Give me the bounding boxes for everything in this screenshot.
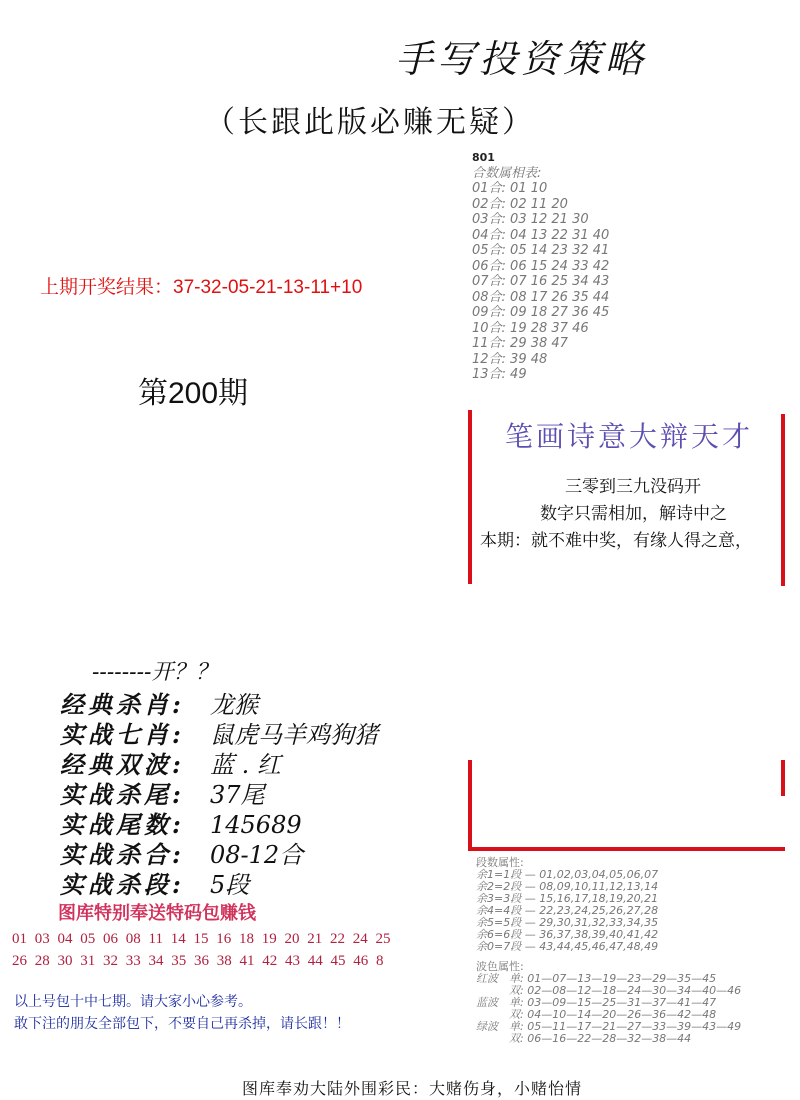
- combo-row: 04合: 04 13 22 31 40: [472, 227, 610, 243]
- segment-row: 余6=6段 — 36,37,38,39,40,41,42: [476, 928, 659, 941]
- segment-row: 余5=5段 — 29,30,31,32,33,34,35: [476, 916, 659, 929]
- prediction-row: [60, 810, 378, 840]
- combo-row: 08合: 08 17 26 35 44: [472, 289, 610, 305]
- combo-row: 05合: 05 14 23 32 41: [472, 243, 610, 258]
- prediction-row: [60, 720, 378, 750]
- page-title: 手写投资策略: [395, 37, 648, 81]
- poem-line: 本期：就不难中奖，有缘人得之意，: [480, 531, 752, 551]
- last-result: [40, 272, 362, 299]
- poem-frame-left: [468, 410, 472, 584]
- combo-heading: 合数属相表:: [472, 165, 542, 181]
- prediction-label: 实战杀尾:: [60, 780, 185, 809]
- poem-frame-right: [781, 414, 785, 586]
- attribute-tables: [476, 857, 741, 1045]
- wave-row: 蓝波 单: 03—09—15—25—31—37—41—47: [476, 996, 717, 1009]
- wave-rows: [476, 973, 741, 1045]
- wave-row: 双: 04—10—14—20—26—36—42—48: [476, 1008, 717, 1021]
- combo-row: 09合: 09 18 27 36 45: [472, 305, 610, 320]
- combo-row: 11合: 29 38 47: [472, 336, 568, 351]
- box-frame-right: [781, 760, 785, 796]
- wave-row: 双: 02—08—12—18—24—30—34—40—46: [476, 984, 742, 997]
- segment-row: 余2=2段 — 08,09,10,11,12,13,14: [476, 880, 659, 893]
- segment-rows: [476, 869, 741, 953]
- prediction-row: [60, 780, 378, 810]
- prediction-value: 鼠虎马羊鸡狗猪: [210, 721, 378, 749]
- segment-row: 余4=4段 — 22,23,24,25,26,27,28: [476, 904, 659, 917]
- box-frame-bottom: [468, 847, 785, 851]
- wave-row: 绿波 单: 05—11—17—21—27—33—39—43—49: [476, 1020, 742, 1033]
- predictions: [60, 690, 378, 900]
- segment-row: 余1=1段 — 01,02,03,04,05,06,07: [476, 868, 659, 881]
- wave-row: 双: 06—16—22—28—32—38—44: [476, 1032, 692, 1045]
- box-frame-left: [468, 760, 472, 850]
- combo-row: 03合: 03 12 21 30: [472, 212, 589, 227]
- prediction-label: 实战杀段:: [60, 870, 185, 899]
- prediction-value: 蓝 . 红: [210, 751, 281, 779]
- bonus-notice: 敢下注的朋友全部包下，不要自己再杀掉，请长跟！！: [14, 1016, 350, 1032]
- prediction-row: [60, 840, 378, 870]
- prediction-label: 实战杀合:: [60, 840, 185, 869]
- bonus-title: 图库特别奉送特码包赚钱: [58, 903, 256, 924]
- prediction-row: [60, 750, 378, 780]
- poem-line: 数字只需相加，解诗中之: [540, 504, 727, 524]
- poem-line: 三零到三九没码开: [565, 477, 701, 497]
- open-line: --------开？？: [92, 660, 218, 685]
- bonus-numbers-row: 26 28 30 31 32 33 34 35 36 38 41 42 43 44 45 46 8: [12, 953, 384, 969]
- prediction-label: 实战尾数:: [60, 810, 185, 839]
- poem-title: 笔画诗意大辩天才: [505, 420, 754, 453]
- combo-code: 801: [472, 151, 495, 164]
- prediction-value: 145689: [210, 811, 302, 839]
- combo-row: 12合: 39 48: [472, 351, 548, 367]
- prediction-label: 实战七肖:: [60, 720, 185, 749]
- segment-row: 余3=3段 — 15,16,17,18,19,20,21: [476, 892, 659, 905]
- combo-row: 06合: 06 15 24 33 42: [472, 258, 610, 274]
- prediction-value: 龙猴: [210, 691, 258, 719]
- wave-row: 红波 单: 01—07—13—19—23—29—35—45: [476, 972, 717, 985]
- prediction-row: [60, 870, 378, 900]
- bonus-notice: 以上号包十中七期。请大家小心参考。: [14, 994, 252, 1010]
- combo-row: 10合: 19 28 37 46: [472, 320, 589, 336]
- prediction-label: 经典杀肖:: [60, 690, 185, 719]
- segment-row: 余0=7段 — 43,44,45,46,47,48,49: [476, 940, 659, 953]
- combo-row: 07合: 07 16 25 34 43: [472, 274, 610, 289]
- combo-rows: [472, 181, 609, 383]
- bonus-numbers-row: 01 03 04 05 06 08 11 14 15 16 18 19 20 21 22 24 25: [12, 931, 391, 947]
- combo-row: 13合: 49: [472, 367, 527, 382]
- wave-heading: 波色属性:: [476, 960, 524, 973]
- last-result-label: 上期开奖结果：: [40, 277, 174, 298]
- page-subtitle: （长跟此版必赚无疑）: [205, 105, 535, 140]
- prediction-value: 08-12合: [210, 841, 304, 869]
- combo-row: 01合: 01 10: [472, 181, 548, 196]
- segment-heading: 段数属性:: [476, 856, 524, 869]
- combo-table: [472, 150, 609, 383]
- prediction-label: 经典双波:: [60, 750, 185, 779]
- prediction-value: 37尾: [210, 781, 265, 809]
- combo-row: 02合: 02 11 20: [472, 196, 568, 212]
- issue-number: 第200期: [138, 377, 249, 410]
- last-result-numbers: 37-32-05-21-13-11+10: [173, 277, 363, 298]
- prediction-row: [60, 690, 378, 720]
- prediction-value: 5段: [210, 871, 250, 899]
- footer-text: 图库奉劝大陆外围彩民：大赌伤身，小赌怡情: [242, 1079, 583, 1098]
